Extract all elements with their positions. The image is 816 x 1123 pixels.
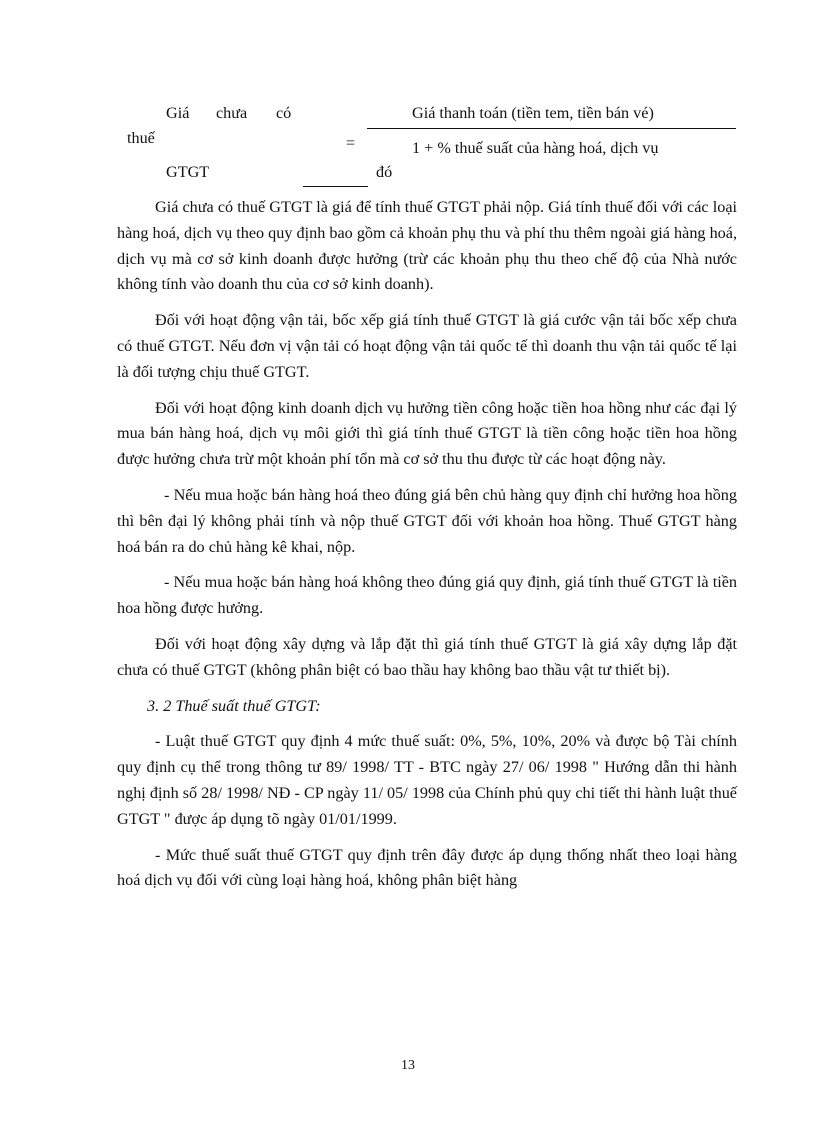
- paragraph-ap-dung: - Mức thuế suất thuế GTGT quy định trên đây được áp dụng thống nhất theo loại hàng hoá dịch vụ đối với cùng loại hàng hoá, không phân biệt hàng: [117, 845, 737, 890]
- page-number: 13: [401, 1058, 415, 1073]
- paragraph-gia-chua-co-thue: Giá chưa có thuế GTGT là giá để tính thuế GTGT phải nộp. Giá tính thuế đối với các loại hàng hoá, dịch vụ theo quy định bao gồm cả khoản phụ thu và phí thu thêm ngoài giá hàng hoá, dịch vụ mà cơ sở kinh doanh được hưởng (trừ các khoản phụ thu theo chế độ của Nhà nước không tính vào doanh thu của cơ sở kinh doanh).: [117, 198, 737, 294]
- paragraph-khong-dung-gia: - Nếu mua hoặc bán hàng hoá không theo đúng giá quy định, giá tính thuế GTGT là tiền hoa hồng được hưởng.: [117, 573, 737, 618]
- formula-lhs-word-3: có: [276, 104, 292, 122]
- fraction-bar: [367, 128, 736, 129]
- paragraph-muc-thue-suat: - Luật thuế GTGT quy định 4 mức thuế suất: 0%, 5%, 10%, 20% và được bộ Tài chính quy định cụ thể trong thông tư 89/ 1998/ TT - BTC ngày 27/ 06/ 1998 " Hướng dẫn thi hành nghị định số 28/ 1998/ NĐ - CP ngày 11/ 05/ 1998 của Chính phủ quy chi tiết thi hành luật thuế GTGT " được áp dụng tõ ngày 01/01/1999.: [117, 732, 737, 828]
- price-formula: [0, 0, 816, 195]
- formula-denominator: 1 + % thuế suất của hàng hoá, dịch vụ: [412, 139, 659, 157]
- formula-suffix: đó: [376, 163, 393, 181]
- paragraph-xay-dung: Đối với hoạt động xây dựng và lắp đặt thì giá tính thuế GTGT là giá xây dựng lắp đặt chưa có thuế GTGT (không phân biệt có bao thầu hay không bao thầu vật tư thiết bị).: [117, 634, 737, 679]
- formula-lhs-word-5: GTGT: [166, 163, 210, 181]
- paragraph-hoa-hong: Đối với hoạt động kinh doanh dịch vụ hưởng tiền công hoặc tiền hoa hồng như các đại lý mua bán hàng hoá, dịch vụ môi giới thì giá tính thuế GTGT là tiền công hoặc tiền hoa hồng được hưởng chưa trừ một khoản phí tổn mà cơ sở thu thu được từ các hoạt động này.: [117, 398, 737, 469]
- formula-lhs-word-1: Giá: [166, 104, 190, 122]
- body-text: [117, 195, 737, 904]
- paragraph-van-tai: Đối với hoạt động vận tải, bốc xếp giá tính thuế GTGT là giá cước vận tải bốc xếp chưa có thuế GTGT. Nếu đơn vị vận tải có hoạt động vận tải quốc tế thì doanh thu vận tải quốc tế lại là đối tượng chịu thuế GTGT.: [117, 311, 737, 381]
- formula-numerator: Giá thanh toán (tiền tem, tiền bán vé): [412, 104, 654, 122]
- formula-lhs-word-2: chưa: [216, 104, 248, 122]
- formula-lhs-word-4: thuế: [127, 129, 155, 147]
- formula-underline: [303, 186, 368, 187]
- paragraph-dung-gia: - Nếu mua hoặc bán hàng hoá theo đúng giá bên chủ hàng quy định chỉ hưởng hoa hồng thì bên đại lý không phải tính và nộp thuế GTGT đối với khoản hoa hồng. Thuế GTGT hàng hoá bán ra do chủ hàng kê khai, nộp.: [117, 485, 737, 556]
- formula-equals-sign: =: [346, 134, 356, 152]
- section-heading: 3. 2 Thuế suất thuế GTGT:: [147, 696, 321, 715]
